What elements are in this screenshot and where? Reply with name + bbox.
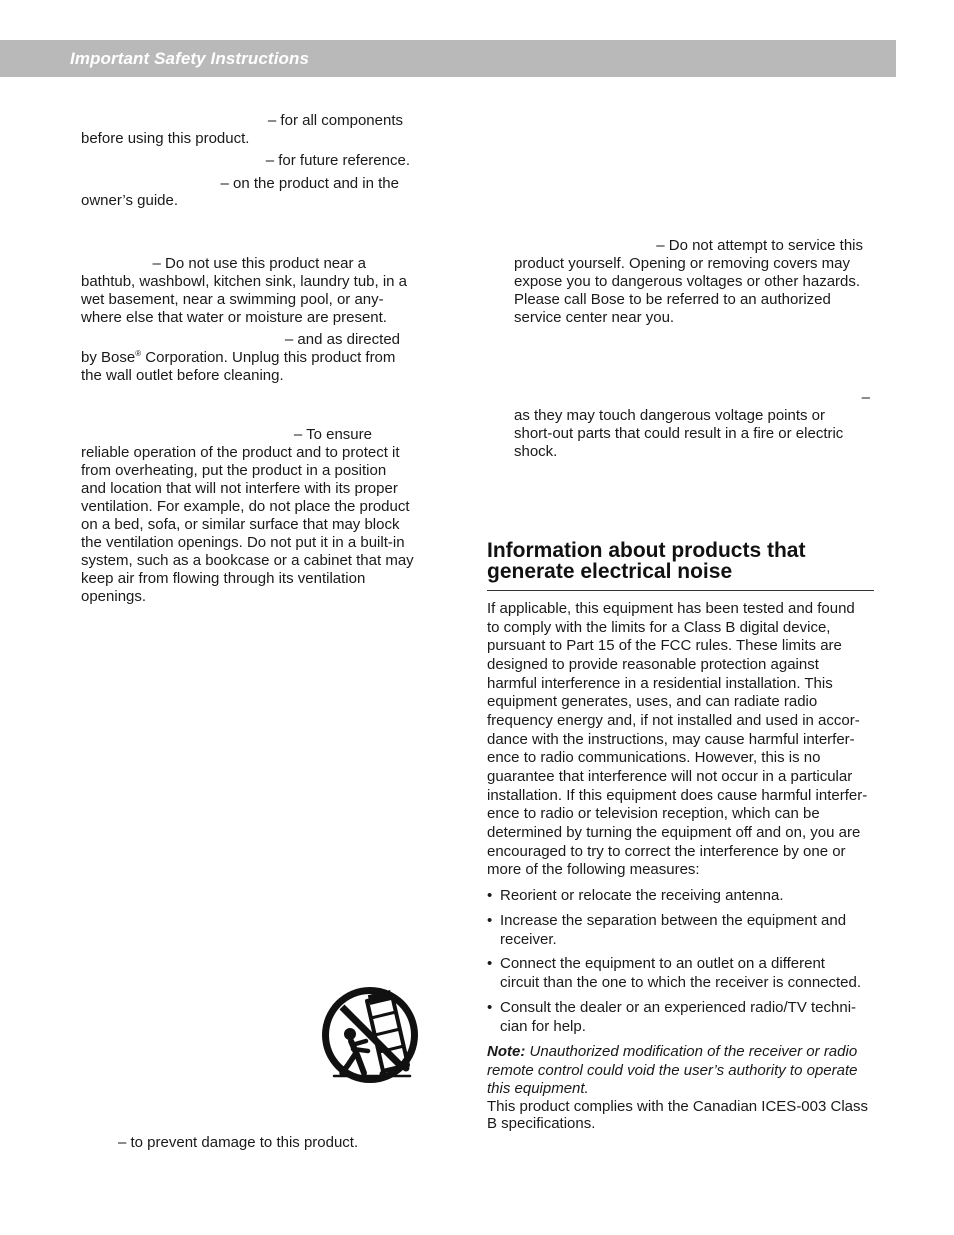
left-p6-line9: keep air from flowing through its ventilation — [81, 570, 366, 587]
bullet-dot: • — [487, 955, 493, 972]
left-p4-line3: wet basement, near a swimming pool, or any- — [81, 291, 384, 308]
right-p1-line1: – Do not attempt to service this — [656, 237, 863, 254]
fcc-line5: harmful interference in a residential installation. This — [487, 675, 833, 692]
note-line3: this equipment. — [487, 1080, 589, 1097]
section-heading — [487, 540, 877, 582]
bullet-text: Increase the separation between the equipment and — [500, 912, 847, 929]
bullet-text: cian for help. — [500, 1018, 586, 1035]
right-p1-line4: Please call Bose to be referred to an authorized — [514, 291, 831, 308]
fcc-line7: frequency energy and, if not installed and used in accor- — [487, 712, 860, 729]
bullet-dot: • — [487, 887, 493, 904]
left-p3-line1: – on the product and in the — [220, 175, 399, 192]
registered-mark: ® — [135, 349, 142, 358]
left-p2-line1: – for future reference. — [265, 152, 410, 169]
right-p2-line1: as they may touch dangerous voltage points or — [514, 407, 826, 424]
fcc-line11: installation. If this equipment does cause harmful interfer- — [487, 787, 868, 804]
page-title: Important Safety Instructions — [70, 49, 310, 68]
left-p4-line1: – Do not use this product near a — [152, 255, 366, 272]
fcc-line15: more of the following measures: — [487, 861, 700, 878]
fcc-line14: encouraged to try to correct the interference by one or — [487, 843, 846, 860]
fcc-line13: determined by turning the equipment off and on, you are — [487, 824, 861, 841]
note-line2: remote control could void the user’s authority to operate — [487, 1062, 858, 1079]
left-p1-line1: – for all components — [267, 112, 403, 129]
left-p4-line2: bathtub, washbowl, kitchen sink, laundry tub, in a — [81, 273, 408, 290]
left-p5-line2 — [81, 349, 395, 367]
right-p1-line5: service center near you. — [514, 309, 675, 326]
bullet-text: Consult the dealer or an experienced radio/TV techni- — [500, 999, 857, 1016]
left-p4-line4: where else that water or moisture are present. — [81, 309, 387, 326]
fcc-line4: designed to provide reasonable protection against — [487, 656, 819, 673]
fcc-line6: equipment generates, uses, and can radiate radio — [487, 693, 818, 710]
bullet-text: Connect the equipment to an outlet on a different — [500, 955, 825, 972]
note-text: Unauthorized modification of the receiver or radio — [529, 1043, 858, 1060]
canada-line1: This product complies with the Canadian ICES-003 Class — [487, 1098, 869, 1115]
fcc-line10: guarantee that interference will not occur in a particular — [487, 768, 853, 785]
left-p6-line8: system, such as a bookcase or a cabinet that may — [81, 552, 414, 569]
right-p2-line3: shock. — [514, 443, 558, 460]
bullet-text: receiver. — [500, 931, 557, 948]
section-heading-line1: Information about products that — [487, 539, 806, 562]
left-p7-line1: – to prevent damage to this product. — [118, 1134, 359, 1151]
left-p6-line4: and location that will not interfere with its proper — [81, 480, 398, 497]
cart-tipover-warning-icon — [320, 985, 420, 1085]
fcc-line12: ence to radio or television reception, which can be — [487, 805, 820, 822]
heading-rule — [487, 590, 874, 591]
left-p6-line7: the ventilation openings. Do not put it in a built-in — [81, 534, 405, 551]
fcc-line9: ence to radio communications. However, this is no — [487, 749, 821, 766]
left-p6-line2: reliable operation of the product and to protect it — [81, 444, 400, 461]
fcc-line1: If applicable, this equipment has been tested and found — [487, 600, 855, 617]
left-p5-line1: – and as directed — [284, 331, 400, 348]
left-p6-line10: openings. — [81, 588, 147, 605]
left-p6-line6: on a bed, sofa, or similar surface that may block — [81, 516, 400, 533]
right-p2-line2: short-out parts that could result in a fire or electric — [514, 425, 844, 442]
canada-line2: B specifications. — [487, 1115, 596, 1132]
left-p6-line3: from overheating, put the product in a position — [81, 462, 387, 479]
left-p3-line2: owner’s guide. — [81, 192, 179, 209]
bullet-dot: • — [487, 999, 493, 1016]
bullet-text: Reorient or relocate the receiving antenna. — [500, 887, 784, 904]
note-label: Note: — [487, 1043, 526, 1060]
left-p5-suffix: Corporation. Unplug this product from — [141, 349, 396, 366]
section-heading-line2: generate electrical noise — [487, 560, 733, 583]
fcc-line8: dance with the instructions, may cause harmful interfer- — [487, 731, 855, 748]
right-p1-line3: expose you to dangerous voltages or other hazards. — [514, 273, 861, 290]
left-p6-line5: ventilation. For example, do not place the product — [81, 498, 410, 515]
left-p5-line3: the wall outlet before cleaning. — [81, 367, 284, 384]
left-p6-line1: – To ensure — [293, 426, 372, 443]
left-p5-prefix: by Bose — [81, 349, 136, 366]
bullet-text: circuit than the one to which the receiver is connected. — [500, 974, 862, 991]
right-p2-dash: – — [861, 389, 870, 406]
fcc-line2: to comply with the limits for a Class B digital device, — [487, 619, 831, 636]
bullet-dot: • — [487, 912, 493, 929]
note-line1 — [487, 1043, 857, 1061]
right-p1-line2: product yourself. Opening or removing covers may — [514, 255, 850, 272]
left-p1-line2: before using this product. — [81, 130, 250, 147]
fcc-line3: pursuant to Part 15 of the FCC rules. These limits are — [487, 637, 842, 654]
